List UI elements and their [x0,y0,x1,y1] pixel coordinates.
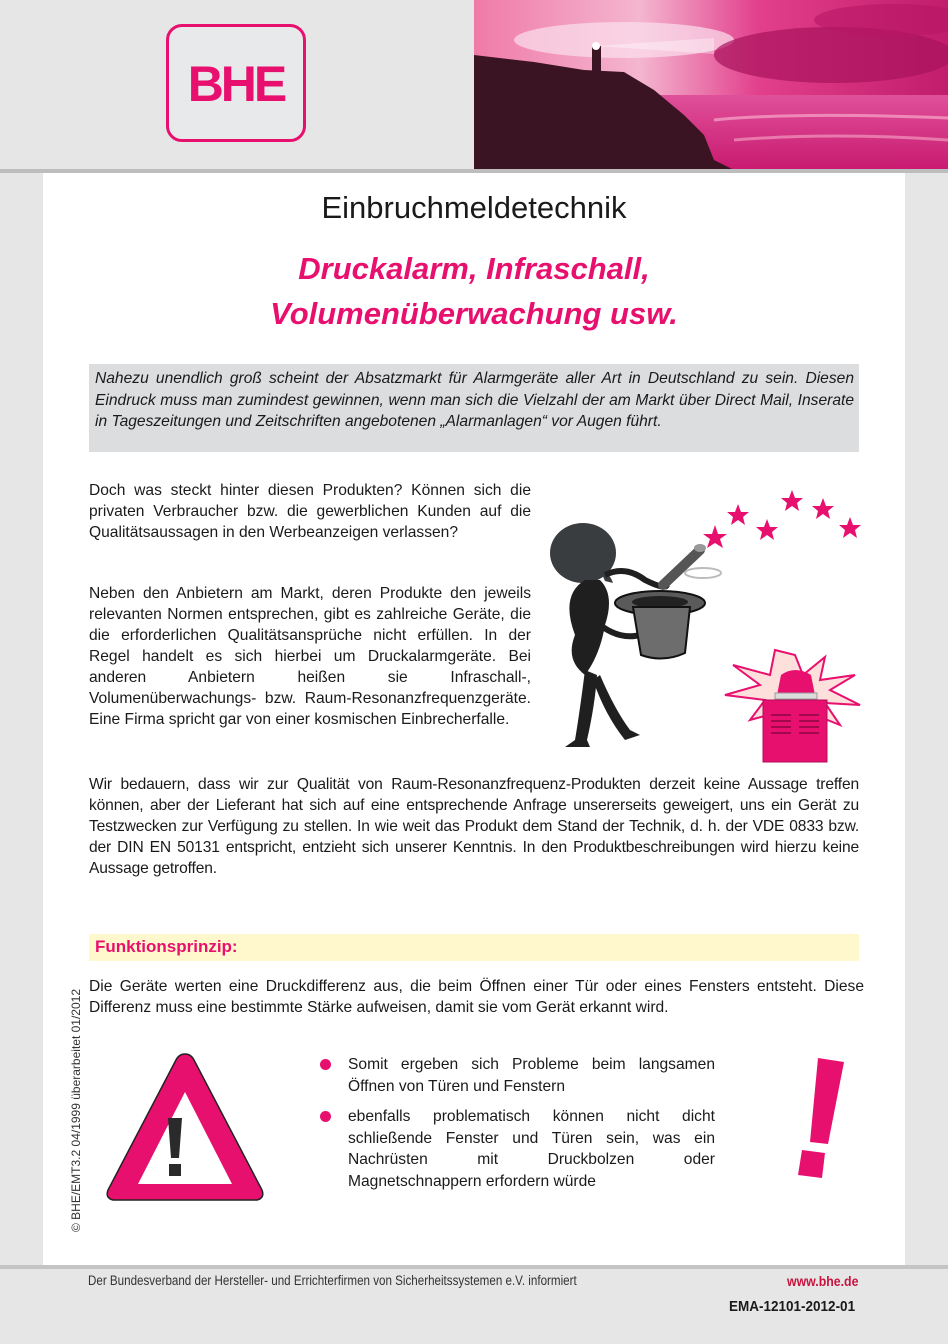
bullet-icon [320,1111,331,1122]
page-header [0,0,948,170]
paragraph-2: Neben den Anbietern am Markt, deren Produkte den jeweils relevanten Normen entsprechen, gibt es zahlreiche Geräte, die die erforderlichen Qualitätsansprüche nicht erfüllen. In der Regel handelt es sich hierbei um Druckalarmgeräte. Bei anderen Anbietern heißen sie Infraschall-, Volumenüberwachungs- bzw. Raum-Resonanzfrequenzgeräte. Eine Firma spricht gar von einer kosmischen Einbrecherfalle. [89,585,531,728]
section-title: Funktionsprinzip: [95,937,238,956]
intro-box: Nahezu unendlich groß scheint der Absatzmarkt für Alarmgeräte aller Art in Deutschland zu sein. Diesen Eindruck muss man zumindest gewinnen, wenn man sich die Vielzahl der am Markt über Direct Mail, Inserate in Tageszeitungen und Zeitschriften angebotenen „Alarmanlagen“ vor Augen führt. [89,364,859,452]
list-item-text: Somit ergeben sich Probleme beim langsamen Öffnen von Türen und Fenstern [348,1056,715,1095]
footer-text: Der Bundesverband der Hersteller- und Errichterfirmen von Sicherheitssystemen e.V. informiert [88,1273,577,1288]
star-icons [703,525,727,548]
paragraph-1: Doch was steckt hinter diesen Produkten? Können sich die privaten Verbraucher bzw. die gewerblichen Kunden auf die Qualitätsaussagen in den Werbeanzeigen verlassen? [89,482,531,541]
bhe-logo [166,24,306,142]
list-item [320,1054,715,1097]
bullet-list [320,1054,715,1201]
document-id: EMA-12101-2012-01 [729,1298,856,1315]
header-photo-lighthouse [474,0,948,170]
list-item-text: ebenfalls problematisch können nicht dicht schließende Fenster und Türen sein, was ein Nachrüsten mit Druckbolzen oder Magnetschnappern erfordern würde [348,1108,715,1190]
page-title: Einbruchmeldetechnik [321,190,627,225]
list-item [320,1106,715,1192]
bullet-icon [320,1059,331,1070]
copyright-note: © BHE/EMT3.2 04/1999 überarbeitet 01/2012 [69,989,83,1232]
footer-divider [0,1265,948,1269]
section-header [89,934,859,961]
exclamation-mark-icon [798,1058,868,1183]
subtitle-line: Volumenüberwachung usw. [270,296,678,331]
magician-illustration [545,485,865,770]
subtitle-line: Druckalarm, Infraschall, [298,251,650,286]
paragraph-3: Wir bedauern, dass wir zur Qualität von Raum-Resonanzfrequenz-Produkten derzeit keine Aussage treffen können, aber der Lieferant hat sich auf eine entsprechende Anfrage unsererseits geweigert, uns ein Gerät zu Testzwecken zur Verfügung zu stellen. In wie weit das Produkt dem Stand der Technik, d. h. der VDE 0833 bzw. der DIN EN 50131 entspricht, entzieht sich unserer Kenntnis. In den Produktbeschreibungen wird hierzu keine Aussage getroffen. [89,776,859,877]
warning-triangle-icon [100,1048,270,1213]
logo-text: BHE [187,56,285,112]
section-paragraph: Die Geräte werten eine Druckdifferenz aus, die beim Öffnen einer Tür oder eines Fensters entsteht. Diese Differenz muss eine bestimmte Stärke aufweisen, damit sie vom Gerät erkannt wird. [89,978,864,1016]
footer-url-link[interactable]: www.bhe.de [787,1273,859,1289]
page-subtitle [0,246,948,336]
